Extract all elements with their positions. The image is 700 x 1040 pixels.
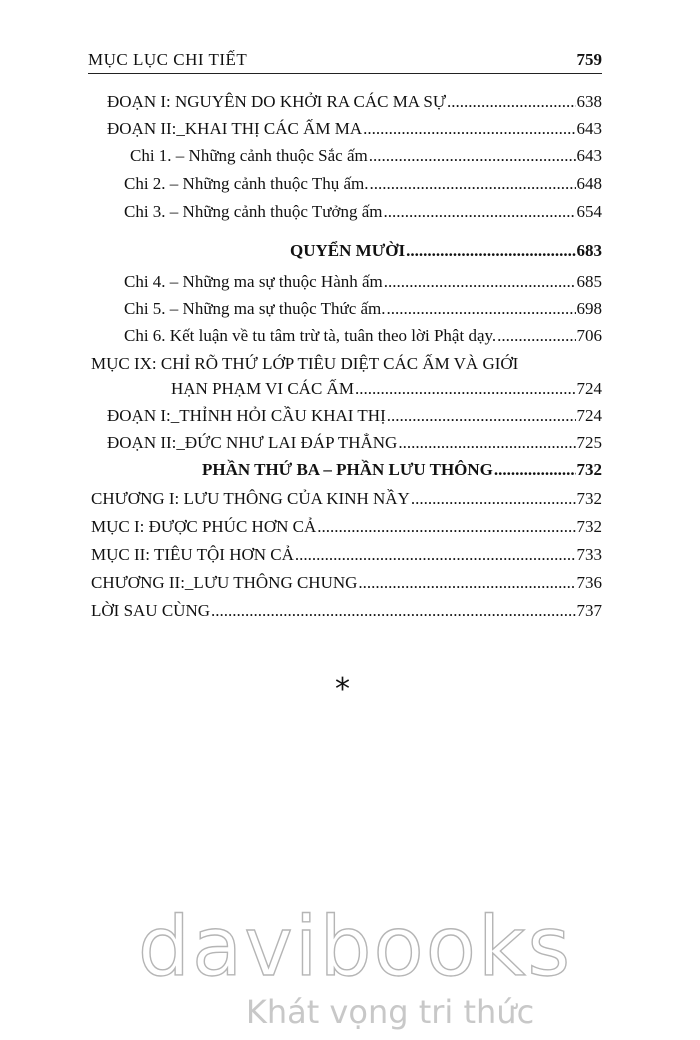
header-page-number: 759 (576, 50, 602, 69)
asterisk-ornament-icon: * (335, 672, 350, 707)
toc-entry-page: 683 (576, 241, 602, 260)
watermark-brand: davibooks (137, 900, 573, 995)
toc-leader-dots (317, 516, 575, 538)
toc-entry-part (202, 459, 602, 481)
toc-entry-label: CHƯƠNG II:_LƯU THÔNG CHUNG (91, 573, 358, 592)
toc-entry-label: HẠN PHẠM VI CÁC ẤM (171, 379, 354, 398)
toc-entry-label: Chi 3. – Những cảnh thuộc Tưởng ấm (124, 202, 383, 221)
toc-entry-label: MỤC I: ĐƯỢC PHÚC HƠN CẢ (91, 517, 317, 536)
toc-leader-dots (411, 488, 576, 510)
toc-entry (107, 91, 602, 113)
toc-leader-dots (387, 298, 576, 320)
toc-leader-dots (370, 173, 576, 195)
toc-entry-label: QUYỂN MƯỜI (290, 241, 406, 260)
toc-leader-dots (358, 572, 575, 594)
toc-entry (130, 145, 602, 167)
toc-entry-volume (290, 240, 602, 262)
toc-entry-label: Chi 6. Kết luận về tu tâm trừ tà, tuân theo lời Phật dạy. (124, 326, 497, 345)
toc-leader-dots (363, 118, 575, 140)
toc-leader-dots (369, 145, 576, 167)
toc-entry-label: CHƯƠNG I: LƯU THÔNG CỦA KINH NẦY (91, 489, 410, 508)
toc-leader-dots (295, 544, 576, 566)
header-title: MỤC LỤC CHI TIẾT (88, 50, 248, 69)
toc-entry (124, 173, 602, 195)
toc-entry-page: 732 (576, 460, 602, 479)
toc-leader-dots (494, 459, 576, 481)
toc-entry-label: PHẦN THỨ BA – PHẦN LƯU THÔNG (202, 460, 493, 479)
toc-entry-page: 724 (576, 406, 602, 425)
toc-entry (171, 378, 602, 400)
toc-entry-page: 643 (576, 119, 602, 138)
toc-leader-dots (383, 201, 575, 223)
toc-entry (124, 271, 602, 293)
toc-entry-page: 724 (576, 379, 602, 398)
toc-leader-dots (211, 600, 576, 622)
toc-entry-label: MỤC II: TIÊU TỘI HƠN CẢ (91, 545, 294, 564)
toc-entry-page: 685 (576, 272, 602, 291)
toc-leader-dots (406, 240, 575, 262)
toc-leader-dots (355, 378, 576, 400)
toc-entry (107, 432, 602, 454)
toc-leader-dots (384, 271, 576, 293)
watermark (0, 900, 700, 1032)
toc-entry-label: Chi 5. – Những ma sự thuộc Thức ấm. (124, 299, 386, 318)
toc-entry (91, 488, 602, 510)
toc-entry-page: 725 (576, 433, 602, 452)
toc-entry-page: 732 (576, 489, 602, 508)
toc-entry-page: 736 (576, 573, 602, 592)
toc-entry-page: 737 (576, 601, 602, 620)
toc-entry-page: 643 (576, 146, 602, 165)
toc-entry-label: ĐOẠN I: NGUYÊN DO KHỞI RA CÁC MA SỰ (107, 92, 447, 111)
toc-entry-page: 698 (576, 299, 602, 318)
toc-entry-label: Chi 4. – Những ma sự thuộc Hành ấm (124, 272, 383, 291)
toc-entry-page: 706 (576, 326, 602, 345)
toc-entry (91, 572, 602, 594)
toc-entry (107, 118, 602, 140)
toc-entry (91, 544, 602, 566)
toc-entry-label: ĐOẠN II:_ĐỨC NHƯ LAI ĐÁP THẲNG (107, 433, 398, 452)
toc-leader-dots (497, 325, 575, 347)
toc-entry-page: 648 (576, 174, 602, 193)
toc-entry-label: LỜI SAU CÙNG (91, 601, 210, 620)
toc-entry-label: Chi 2. – Những cảnh thuộc Thụ ấm. (124, 174, 369, 193)
toc-entry-label-line1: MỤC IX: CHỈ RÕ THỨ LỚP TIÊU DIỆT CÁC ẤM VÀ GIỚI (91, 354, 519, 373)
toc-entry (124, 298, 602, 320)
toc-entry-page: 638 (576, 92, 602, 111)
toc-entry (124, 325, 602, 347)
toc-entry-page: 733 (576, 545, 602, 564)
toc-entry (91, 600, 602, 622)
toc-entry-page: 654 (576, 202, 602, 221)
toc-entry-page: 732 (576, 517, 602, 536)
toc-leader-dots (387, 405, 576, 427)
toc-entry-label: Chi 1. – Những cảnh thuộc Sắc ấm (130, 146, 368, 165)
toc-entry (107, 405, 602, 427)
toc-entry (91, 516, 602, 538)
toc-entry-label: ĐOẠN I:_THỈNH HỎI CẦU KHAI THỊ (107, 406, 386, 425)
toc-entry (124, 201, 602, 223)
toc-leader-dots (398, 432, 575, 454)
watermark-slogan: Khát vọng tri thức (245, 993, 535, 1031)
toc-leader-dots (447, 91, 575, 113)
toc-entry-label: ĐOẠN II:_KHAI THỊ CÁC ẤM MA (107, 119, 363, 138)
